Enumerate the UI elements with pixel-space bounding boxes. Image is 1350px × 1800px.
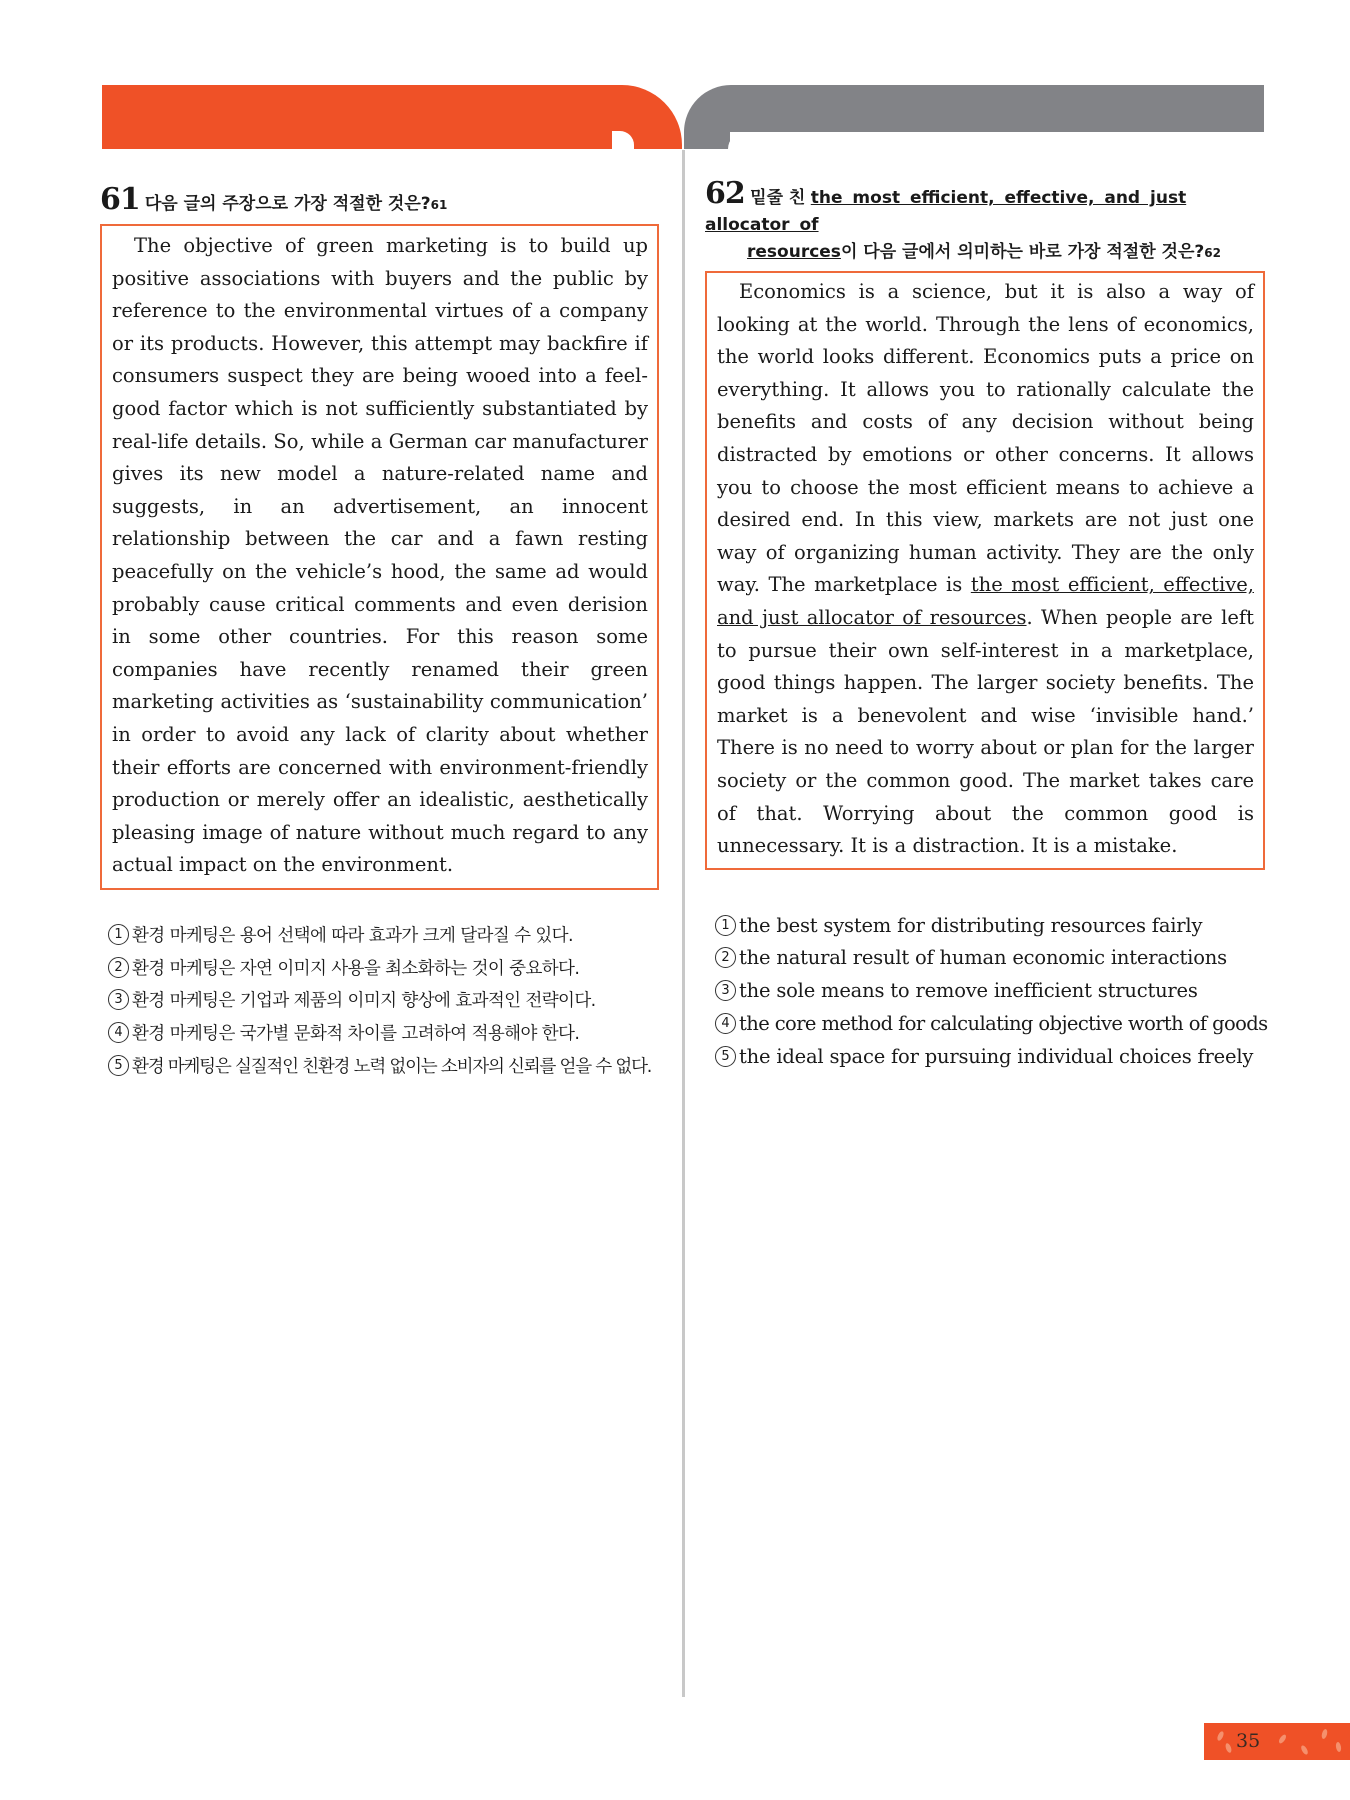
choice-text: 환경 마케팅은 국가별 문화적 차이를 고려하여 적용해야 한다. xyxy=(132,1024,580,1045)
decor-mark xyxy=(1278,1733,1288,1744)
answer-choice[interactable] xyxy=(715,1007,1268,1040)
question-ref: 61 xyxy=(430,198,448,212)
page-number-box xyxy=(1204,1723,1350,1760)
choice-number-icon: 3 xyxy=(108,989,129,1010)
choice-number-icon: 2 xyxy=(715,947,736,968)
choice-text: 환경 마케팅은 실질적인 친환경 노력 없이는 소비자의 신뢰를 얻을 수 없다. xyxy=(132,1056,652,1077)
question-ref: 62 xyxy=(1204,246,1221,260)
header-band-right xyxy=(684,85,1264,132)
passage-text xyxy=(717,276,1254,863)
answer-choice[interactable] xyxy=(108,1049,659,1082)
choice-number-icon: 5 xyxy=(715,1046,736,1067)
choice-text: the core method for calculating objective worth of goods xyxy=(739,1011,1268,1035)
answer-choice[interactable] xyxy=(108,983,659,1016)
choice-text: 환경 마케팅은 기업과 제품의 이미지 향상에 효과적인 전략이다. xyxy=(132,991,596,1012)
choice-number-icon: 1 xyxy=(715,915,736,936)
answer-choice[interactable] xyxy=(715,974,1265,1007)
underlined-phrase: the most efficient, effective, and just allocator of xyxy=(705,188,1187,235)
choice-number-icon: 4 xyxy=(715,1013,736,1034)
answer-choices xyxy=(108,918,659,1082)
answer-choice[interactable] xyxy=(715,909,1265,942)
question-prompt-post: 이 다음 글에서 의미하는 바로 가장 적절한 것은? xyxy=(840,242,1205,262)
choice-number-icon: 2 xyxy=(108,957,129,978)
passage-text-before: Economics is a science, but it is also a way of looking at the world. Through the lens of economics, the world looks different. Economics puts a price on everything. It allows you to rationally calculate the benefits and costs of any decision without being distracted by emotions or other concerns. It allows you to choose the most efficient means to achieve a desired end. In this view, markets are not just one way of organizing human activity. They are the only way. The marketplace is xyxy=(717,280,1254,597)
choice-number-icon: 4 xyxy=(108,1022,129,1043)
decor-mark xyxy=(1300,1744,1309,1755)
answer-choices xyxy=(715,909,1268,1073)
answer-choice[interactable] xyxy=(108,1016,659,1049)
choice-number-icon: 5 xyxy=(108,1055,129,1076)
passage-underlined-phrase: the most efficient, effective, and just allocator of resources xyxy=(717,573,1254,629)
answer-choice[interactable] xyxy=(715,941,1265,974)
decor-mark xyxy=(1321,1729,1328,1740)
decor-mark xyxy=(1216,1730,1225,1741)
question-prompt-pre: 밑줄 친 xyxy=(750,188,806,208)
page-number: 35 xyxy=(1236,1730,1261,1752)
decor-mark xyxy=(1335,1742,1342,1753)
choice-number-icon: 1 xyxy=(108,924,129,945)
question-61-heading xyxy=(100,180,659,216)
underlined-phrase-end: resources xyxy=(747,242,841,262)
choice-text: the best system for distributing resources fairly xyxy=(739,913,1203,937)
question-61 xyxy=(100,180,659,1082)
answer-choice[interactable] xyxy=(715,1040,1265,1073)
header-band-left xyxy=(102,85,682,149)
passage-box xyxy=(705,271,1265,870)
header-band-right-cut xyxy=(728,132,752,149)
question-number: 62 xyxy=(705,176,745,211)
question-62 xyxy=(705,176,1268,1073)
choice-text: 환경 마케팅은 용어 선택에 따라 효과가 크게 달라질 수 있다. xyxy=(132,925,573,946)
choice-text: the natural result of human economic interactions xyxy=(739,946,1227,970)
question-prompt: 다음 글의 주장으로 가장 적절한 것은? xyxy=(144,194,431,214)
header-band-right-tab xyxy=(684,132,730,149)
passage-box xyxy=(100,224,659,890)
choice-text: the sole means to remove inefficient structures xyxy=(739,979,1198,1003)
passage-text-after: . When people are left to pursue their own self-interest in a marketplace, good things happen. The larger society benefits. The market is a benevolent and wise ‘invisible hand.’ There is no need to worry about or plan for the larger society or the common good. The market takes care of that. Worrying about the common good is unnecessary. It is a distraction. It is a mistake. xyxy=(717,605,1254,858)
choice-number-icon: 3 xyxy=(715,980,736,1001)
question-62-heading xyxy=(705,176,1265,267)
question-number: 61 xyxy=(100,182,140,217)
answer-choice[interactable] xyxy=(108,918,659,951)
choice-text: the ideal space for pursuing individual choices freely xyxy=(739,1044,1254,1068)
decor-mark xyxy=(1224,1742,1232,1753)
choice-text: 환경 마케팅은 자연 이미지 사용을 최소화하는 것이 중요하다. xyxy=(132,958,580,979)
answer-choice[interactable] xyxy=(108,951,659,984)
column-divider xyxy=(682,150,685,1697)
passage-text: The objective of green marketing is to build up positive associations with buyers and the public by reference to the environmental virtues of a company or its products. However, this attempt may backfire if consumers suspect they are being wooed into a feel-good factor which is not sufficiently substantiated by real-life details. So, while a German car manufacturer gives its new model a nature-related name and suggests, in an advertisement, an innocent relationship between the car and a fawn resting peacefully on the vehicle’s hood, the same ad would probably cause critical comments and even derision in some other countries. For this reason some companies have recently renamed their green marketing activities as ‘sustainability communication’ in order to avoid any lack of clarity about whether their efforts are concerned with environment-friendly production or merely offer an idealistic, aesthetically pleasing image of nature without much regard to any actual impact on the environment. xyxy=(112,234,648,877)
